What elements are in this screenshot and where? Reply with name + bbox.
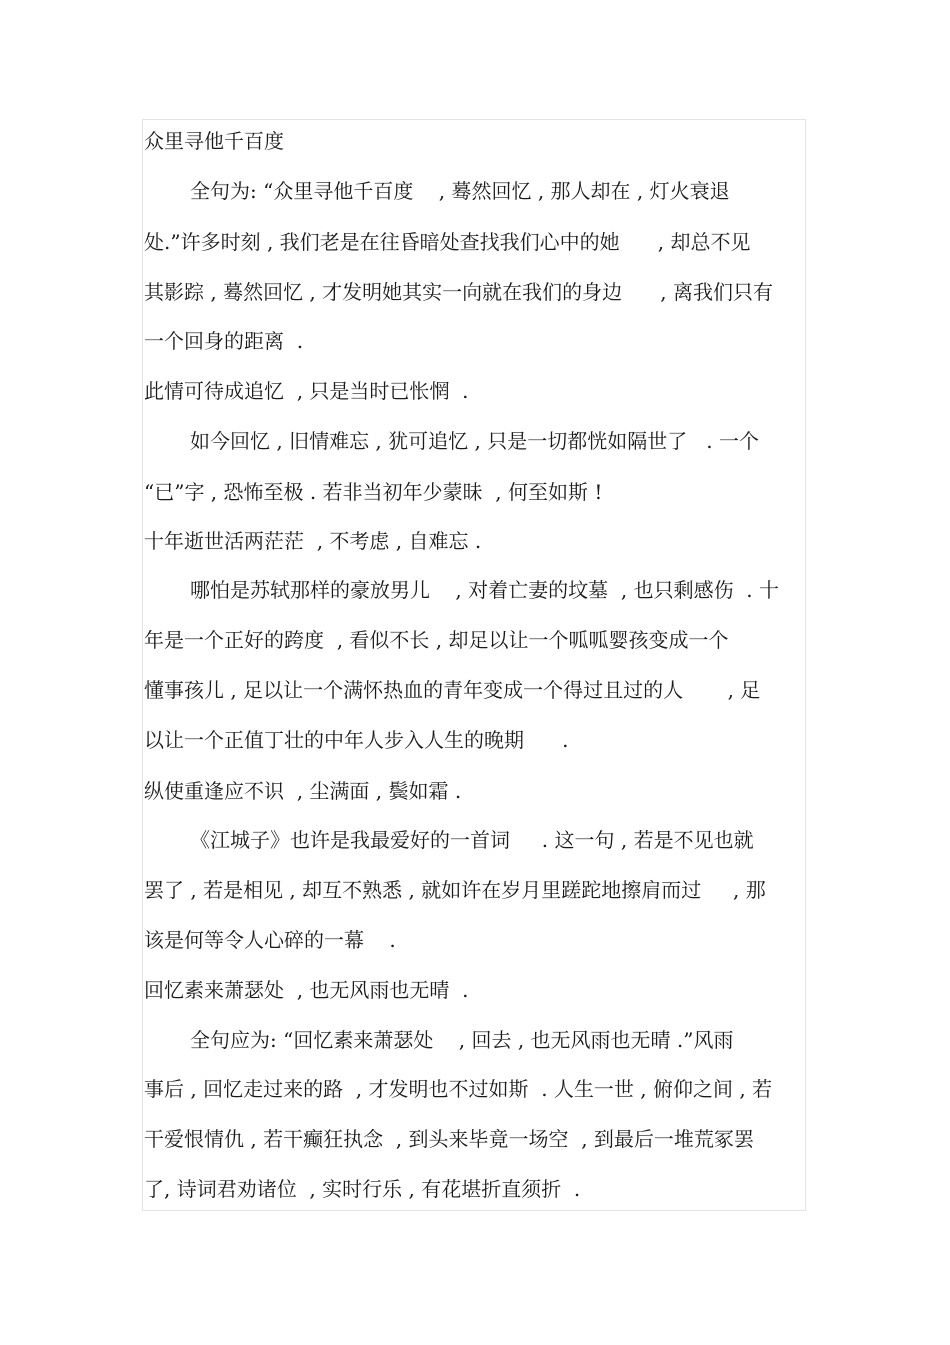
paragraph-line: 了, 诗词君劝诸位 , 实时行乐 , 有花堪折直须折 . xyxy=(144,1177,581,1201)
document-title: 众里寻他千百度 xyxy=(144,129,284,153)
paragraph-line: 哪怕是苏轼那样的豪放男儿 , 对着亡妻的坟墓 , 也只剩感伤 . 十 xyxy=(190,578,780,602)
paragraph-line: 如今回忆 , 旧情难忘 , 犹可追忆 , 只是一切都恍如隔世了 . 一个 xyxy=(190,429,760,453)
section-heading: 此情可待成追忆 , 只是当时已怅惘 . xyxy=(144,379,469,403)
paragraph-line: 干爱恨情仇 , 若干癫狂执念 , 到头来毕竟一场空 , 到最后一堆荒冢罢 xyxy=(144,1127,754,1151)
paragraph-line: 全句应为: “回忆素来萧瑟处 , 回去 , 也无风雨也无晴 .”风雨 xyxy=(190,1028,734,1052)
paragraph-line: 事后 , 回忆走过来的路 , 才发明也不过如斯 . 人生一世 , 俯仰之间 , 若 xyxy=(144,1077,773,1101)
paragraph-line: “已”字 , 恐怖至极 . 若非当初年少蒙昧 , 何至如斯 ! xyxy=(144,480,603,504)
paragraph-line: 全句为: “众里寻他千百度 , 蓦然回忆 , 那人却在 , 灯火衰退 xyxy=(190,179,730,203)
paragraph-line: 该是何等令人心碎的一幕 . xyxy=(144,928,396,952)
section-heading: 纵使重逢应不识 , 尘满面 , 鬓如霜 . xyxy=(144,779,462,803)
paragraph-line: 以让一个正值丁壮的中年人步入人生的晚期 . xyxy=(144,728,569,752)
paragraph-line: 一个回身的距离 . xyxy=(144,329,304,353)
paragraph-line: 年是一个正好的跨度 , 看似不长 , 却足以让一个呱呱婴孩变成一个 xyxy=(144,628,729,652)
section-heading: 十年逝世活两茫茫 , 不考虑 , 自难忘 . xyxy=(144,529,482,553)
paragraph-line: 其影踪 , 蓦然回忆 , 才发明她其实一向就在我们的身边 , 离我们只有 xyxy=(144,280,774,304)
paragraph-line: 处.”许多时刻 , 我们老是在往昏暗处查找我们心中的她 , 却总不见 xyxy=(144,230,751,254)
paragraph-line: 罢了 , 若是相见 , 却互不熟悉 , 就如许在岁月里蹉跎地擦肩而过 , 那 xyxy=(144,878,766,902)
paragraph-line: 《江城子》也许是我最爱好的一首词 . 这一句 , 若是不见也就 xyxy=(190,828,754,852)
paragraph-line: 懂事孩儿 , 足以让一个满怀热血的青年变成一个得过且过的人 , 足 xyxy=(144,678,761,702)
section-heading: 回忆素来萧瑟处 , 也无风雨也无晴 . xyxy=(144,978,469,1002)
